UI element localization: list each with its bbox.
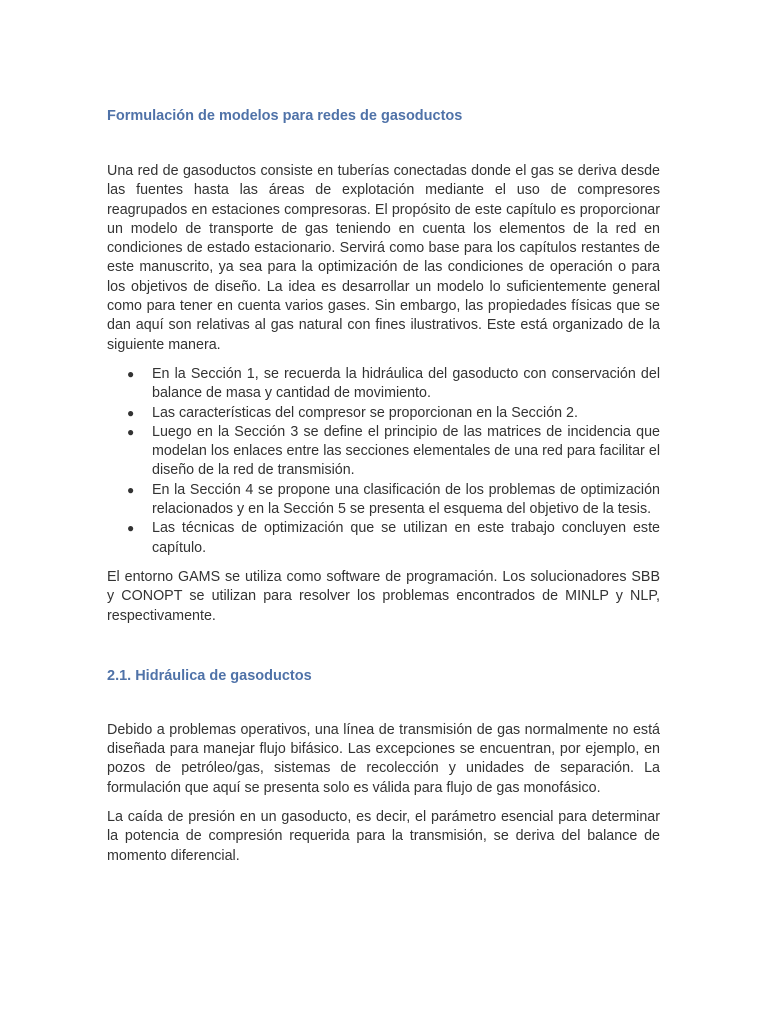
section-title: Formulación de modelos para redes de gasoductos (107, 108, 463, 124)
list-item (107, 481, 660, 520)
list-item (107, 404, 660, 423)
bullet-icon: ● (127, 366, 135, 381)
intro-paragraph: Una red de gasoductos consiste en tuberías conectadas donde el gas se deriva desde las fuentes hasta las áreas de explotación mediante el uso de compresores reagrupados en estaciones compresoras. El propósito de este capítulo es proporcionar un modelo de transporte de gas teniendo en cuenta los elementos de la red en condiciones de estado estacionario. Servirá como base para los capítulos restantes de este manuscrito, ya sea para la optimización de las condiciones de operación o para los objetivos de diseño. La idea es desarrollar un modelo lo suficientemente general como para tener en cuenta varios gases. Sin embargo, las propiedades físicas que se dan aquí son relativas al gas natural con fines ilustrativos. Este está organizado de la siguiente manera. (107, 163, 660, 353)
bullet-icon: ● (127, 424, 135, 439)
bullet-icon: ● (127, 405, 135, 420)
list-item-text: Luego en la Sección 3 se define el principio de las matrices de incidencia que modelan los enlaces entre las secciones elementales de una red para facilitar el diseño de la red de transmisión. (152, 423, 660, 479)
bullet-icon: ● (127, 482, 135, 497)
hydraulics-paragraph-2: La caída de presión en un gasoducto, es decir, el parámetro esencial para determinar la potencia de compresión requerida para la transmisión, se deriva del balance de momento diferencial. (107, 809, 660, 864)
list-item-text: Las características del compresor se proporcionan en la Sección 2. (152, 404, 578, 421)
list-item-text: En la Sección 4 se propone una clasificación de los problemas de optimización relacionados y en la Sección 5 se presenta el esquema del objetivo de la tesis. (152, 481, 660, 518)
subsection-title: 2.1. Hidráulica de gasoductos (107, 667, 312, 684)
document-page (107, 106, 660, 876)
list-item-text: En la Sección 1, se recuerda la hidráulica del gasoducto con conservación del balance de masa y cantidad de movimiento. (152, 365, 660, 402)
section-outline-list (107, 365, 660, 558)
list-item-text: Las técnicas de optimización que se utilizan en este trabajo concluyen este capítulo. (152, 520, 660, 556)
gams-paragraph: El entorno GAMS se utiliza como software de programación. Los solucionadores SBB y CONOPT se utilizan para resolver los problemas encontrados de MINLP y NLP, respectivamente. (107, 568, 660, 624)
bullet-icon: ● (127, 521, 135, 536)
list-item (107, 519, 660, 558)
hydraulics-paragraph-1: Debido a problemas operativos, una línea de transmisión de gas normalmente no está diseñada para manejar flujo bifásico. Las excepciones se encuentran, por ejemplo, en pozos de petróleo/gas, sistemas de recolección y unidades de separación. La formulación que aquí se presenta solo es válida para flujo de gas monofásico. (107, 721, 660, 796)
list-item (107, 423, 660, 481)
list-item (107, 365, 660, 404)
